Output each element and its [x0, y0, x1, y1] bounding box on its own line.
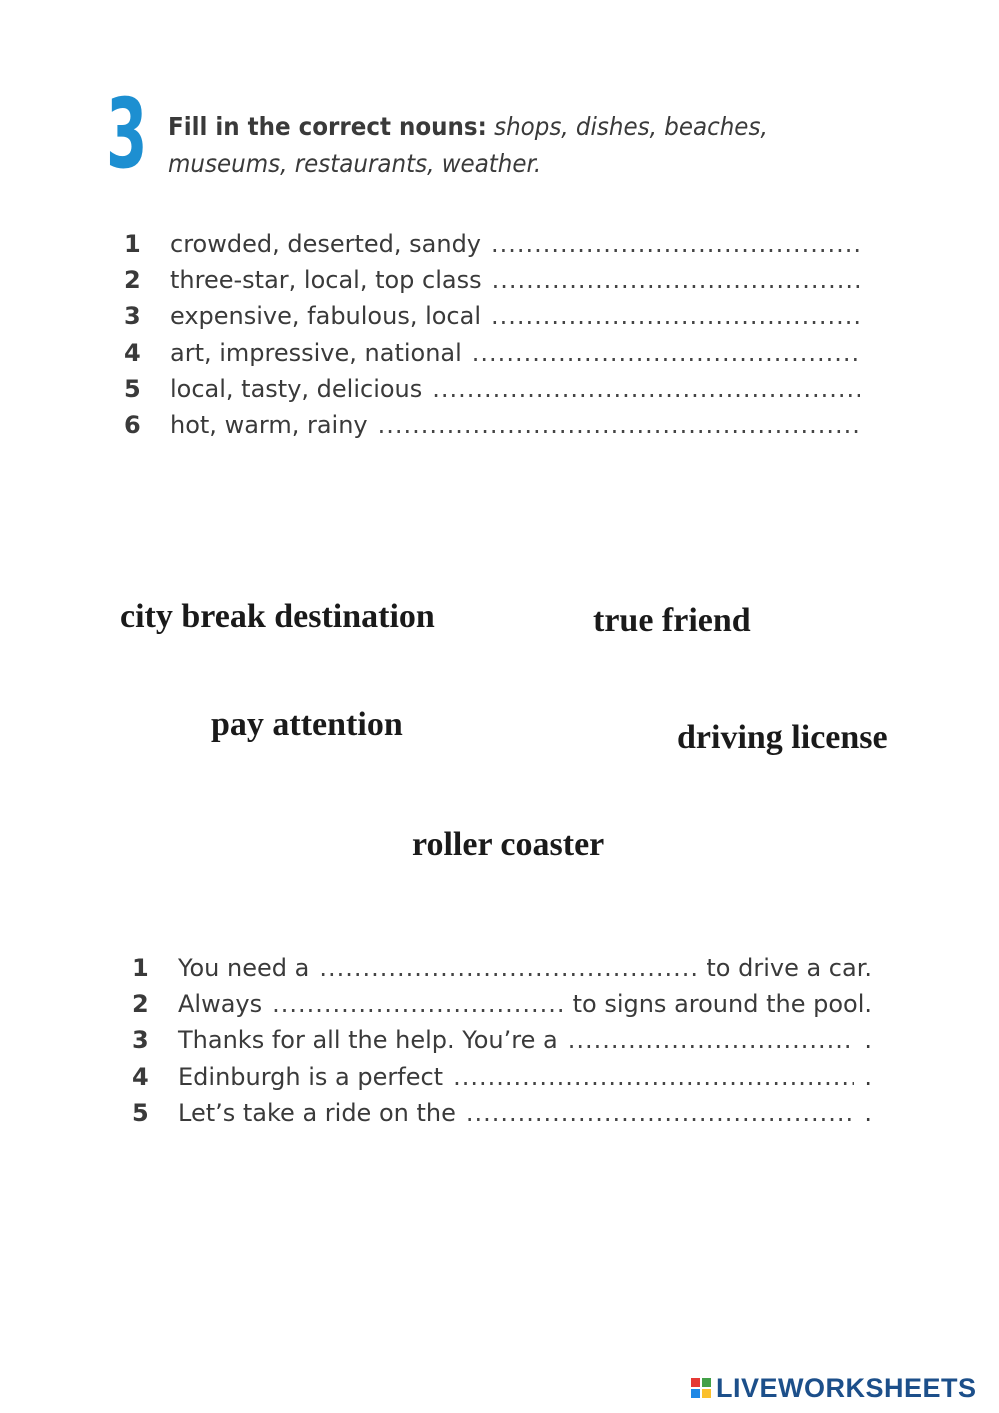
sentence-end: to drive a car. [706, 954, 872, 982]
item-number: 4 [124, 338, 141, 367]
answer-blank[interactable] [378, 411, 860, 439]
item-text: crowded, deserted, sandy [170, 230, 482, 258]
sentence-start: Always [178, 990, 263, 1019]
word-bank-true-friend[interactable]: true friend [593, 602, 751, 639]
list-item [132, 1026, 872, 1062]
item-number: 5 [132, 1098, 149, 1127]
liveworksheets-logo [690, 1371, 977, 1405]
answer-blank[interactable] [491, 302, 860, 330]
item-number: 2 [132, 990, 149, 1019]
item-number: 1 [124, 230, 141, 258]
sentence-completion-list [132, 954, 872, 1135]
list-item [124, 375, 864, 411]
word-bank-pay-attention[interactable]: pay attention [211, 706, 403, 743]
item-text: hot, warm, rainy [170, 410, 368, 439]
item-number: 4 [132, 1062, 149, 1091]
drop-zone-blank[interactable] [272, 990, 562, 1018]
item-text: expensive, fabulous, local [170, 302, 482, 331]
sentence-end: . [864, 1062, 872, 1091]
item-text: three-star, local, top class [170, 266, 482, 295]
logo-square-icon [701, 1377, 712, 1388]
drop-zone-blank[interactable] [453, 1063, 854, 1091]
sentence-end: . [864, 1026, 872, 1055]
sentence-start: Thanks for all the help. You’re a [178, 1026, 558, 1055]
drop-zone-blank[interactable] [466, 1099, 855, 1127]
liveworksheets-logo-icon [690, 1377, 712, 1399]
sentence-start: Edinburgh is a perfect [178, 1062, 444, 1091]
sentence-end: to signs around the pool. [572, 990, 872, 1019]
drop-zone-blank[interactable] [319, 954, 696, 982]
sentence-start: Let’s take a ride on the [178, 1098, 456, 1127]
instruction-word-list: shops, dishes, beaches, [494, 112, 768, 141]
item-text: local, tasty, delicious [170, 374, 423, 403]
word-bank-driving-license[interactable]: driving license [677, 719, 888, 756]
sentence-end: . [864, 1098, 872, 1127]
list-item [124, 302, 864, 338]
liveworksheets-logo-text: LIVEWORKSHEETS [716, 1372, 977, 1403]
item-number: 3 [132, 1026, 149, 1055]
exercise-number: 3 [106, 78, 148, 190]
answer-blank[interactable] [472, 339, 860, 367]
list-item [132, 990, 872, 1026]
instruction-lead: Fill in the correct nouns: [168, 112, 487, 141]
answer-blank[interactable] [432, 375, 860, 403]
sentence-start: You need a [178, 954, 310, 982]
word-bank-city-break-destination[interactable]: city break destination [120, 598, 435, 635]
list-item [132, 1063, 872, 1099]
logo-square-icon [690, 1388, 701, 1399]
drop-zone-blank[interactable] [568, 1026, 855, 1054]
list-item [124, 266, 864, 302]
item-number: 2 [124, 266, 141, 295]
list-item [132, 1099, 872, 1135]
list-item [124, 230, 864, 266]
item-text: art, impressive, national [170, 338, 462, 367]
item-number: 6 [124, 410, 141, 439]
list-item [124, 339, 864, 375]
answer-blank[interactable] [491, 230, 860, 258]
list-item [124, 411, 864, 447]
logo-square-icon [701, 1388, 712, 1399]
list-item [132, 954, 872, 990]
item-number: 1 [132, 954, 149, 982]
answer-blank[interactable] [492, 266, 860, 294]
logo-square-icon [690, 1377, 701, 1388]
exercise-instruction [168, 108, 812, 182]
instruction-word-list-continued: museums, restaurants, weather. [168, 149, 542, 178]
item-number: 5 [124, 374, 141, 403]
item-number: 3 [124, 302, 141, 331]
adjective-noun-list [124, 230, 864, 447]
word-bank-roller-coaster[interactable]: roller coaster [412, 826, 605, 863]
